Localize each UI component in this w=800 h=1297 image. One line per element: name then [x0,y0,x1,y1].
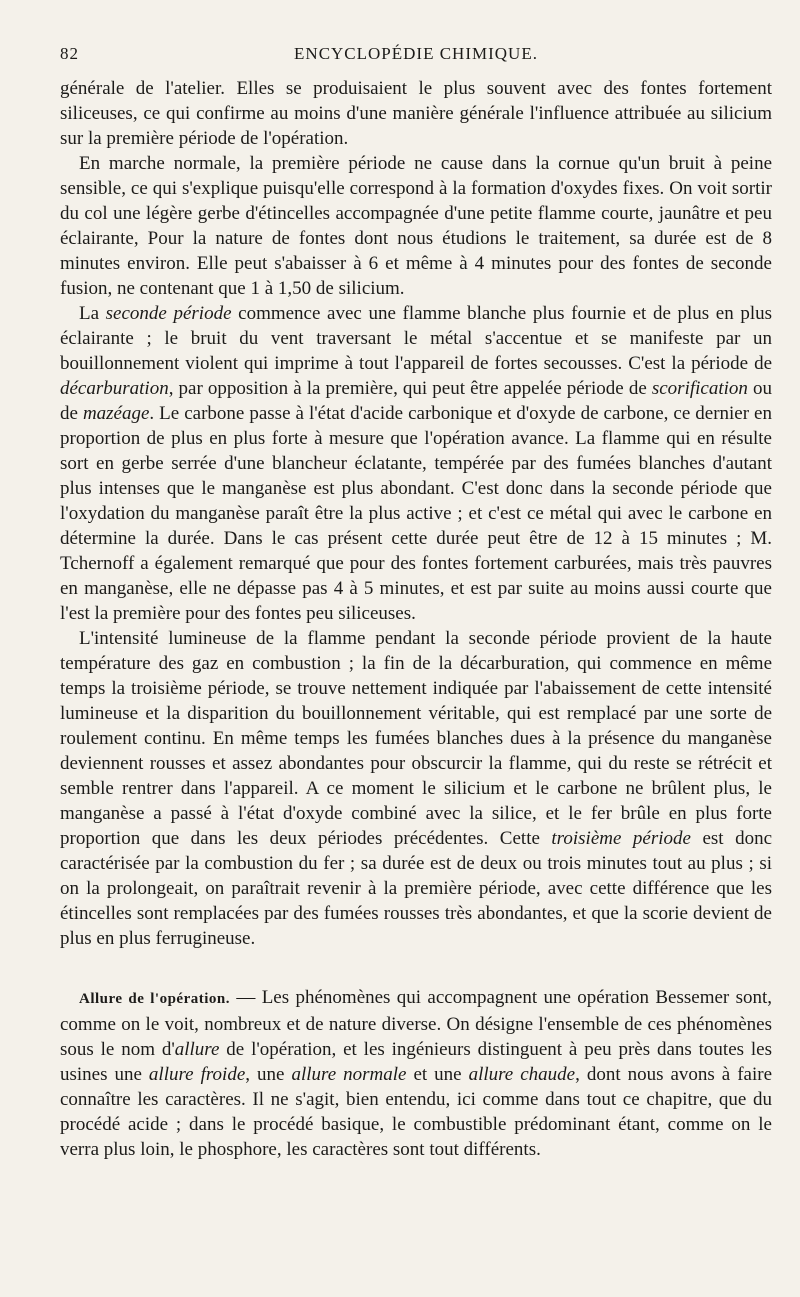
section-heading-allure: Allure de l'opération. [79,991,230,1007]
paragraph-5-text: , dont nous avons à faire connaître les caractères. Il ne s'agit, bien entendu, ici comme dans tout ce chapitre, que du procédé acide ; dans le procédé basique, le combustible prédominant étant, comme on le verra plus loin, le phosphore, les caractères sont tout différents. [60,1064,773,1160]
paragraph-3-text: ou de [60,378,772,424]
term-troisieme-periode: troisième période [551,828,691,849]
paragraph-5 [60,985,772,1162]
paragraph-5-text: et une [406,1064,469,1085]
paragraph-3-text: commence avec une flamme blanche plus fournie et de plus en plus éclairante ; le bruit du vent traversant le métal s'accentue et se manifeste par un bouillonnement violent qui imprime à tout l'appareil de fortes secousses. C'est la période de [60,303,773,374]
running-title: ENCYCLOPÉDIE CHIMIQUE. [294,44,538,63]
section-gap [60,951,772,985]
term-seconde-periode: seconde période [105,303,232,324]
heading-dash: — [230,987,262,1008]
term-allure-normale: allure normale [291,1064,407,1085]
page-number: 82 [60,44,79,63]
paragraph-5-text: de l'opération, et les ingénieurs distinguent à peu près dans toutes les usines une [60,1039,772,1085]
paragraph-3-text: . Le carbone passe à l'état d'acide carbonique et d'oxyde de carbone, ce dernier en proportion de plus en plus forte à mesure que l'opération avance. La flamme qui en résulte sort en gerbe serrée d'une blancheur éclatante, tempérée par des fumées blanches d'autant plus intenses que le manganèse est plus abondant. C'est donc dans la seconde période que l'oxydation du manganèse paraît être la plus active ; et c'est ce métal qui avec le carbone en détermine la durée. Dans le cas présent cette durée peut être de 12 à 15 minutes ; M. Tchernoff a également remarqué que pour des fontes fortement carburées, mais très pauvres en manganèse, elle ne dépasse pas 4 à 5 minutes, et est par suite au moins aussi courte que l'est la première pour des fontes peu siliceuses. [60,403,772,624]
term-allure-chaude: allure chaude [468,1064,576,1085]
term-mazeage: mazéage [82,403,150,424]
paragraph-3-text: , par opposition à la première, qui peut être appelée période de [168,378,652,399]
term-scorification: scorification [651,378,748,399]
term-allure: allure [174,1039,220,1060]
body-text [60,76,772,1162]
paragraph-5-text: Les phénomènes qui accompagnent une opération Bessemer sont, comme on le voit, nombreux et de nature diverse. On désigne l'ensemble de ces phénomènes sous le nom d' [60,987,772,1060]
running-header [60,44,772,70]
paragraph-4 [60,626,772,951]
term-decarburation: décarburation [60,378,169,399]
document-page [60,44,772,1162]
paragraph-4-text: L'intensité lumineuse de la flamme pendant la seconde période provient de la haute température des gaz en combustion ; la fin de la décarburation, qui commence en même temps la troisième période, se trouve nettement indiquée par l'abaissement de cette intensité lumineuse et la disparition du bouillonnement véritable, qui est remplacé par une sorte de roulement continu. En même temps les fumées blanches dues à la présence du manganèse deviennent rousses et assez abondantes pour obscurcir la flamme, qui du reste se rétrécit et semble rentrer dans l'appareil. A ce moment le silicium et le carbone ne brûlent plus, le manganèse a passé à l'état d'oxyde combiné avec la silice, et le fer brûle en plus forte proportion que dans les deux périodes précédentes. Cette [60,628,772,849]
term-allure-froide: allure froide [148,1064,246,1085]
paragraph-3-text: La [79,303,106,324]
paragraph-3 [60,301,772,626]
paragraph-4-text: est donc caractérisée par la combustion du fer ; sa durée est de deux ou trois minutes tout au plus ; si on la prolongeait, on paraîtrait revenir à la première période, avec cette différence que les étincelles sont remplacées par des fumées rousses très abondantes, et que la scorie devient de plus en plus ferrugineuse. [60,828,773,949]
paragraph-2: En marche normale, la première période ne cause dans la cornue qu'un bruit à peine sensible, ce qui s'explique puisqu'elle correspond à la formation d'oxydes fixes. On voit sortir du col une légère gerbe d'étincelles accompagnée d'une petite flamme courte, jaunâtre et peu éclairante, Pour la nature de fontes dont nous étudions le traitement, sa durée est de 8 minutes environ. Elle peut s'abaisser à 6 et même à 4 minutes pour des fontes de seconde fusion, ne contenant que 1 à 1,50 de silicium. [60,153,772,299]
paragraph-5-text: , une [245,1064,292,1085]
paragraph-1: générale de l'atelier. Elles se produisaient le plus souvent avec des fontes fortement siliceuses, ce qui confirme au moins d'une manière générale l'influence attribuée au silicium sur la première période de l'opération. [60,78,772,149]
